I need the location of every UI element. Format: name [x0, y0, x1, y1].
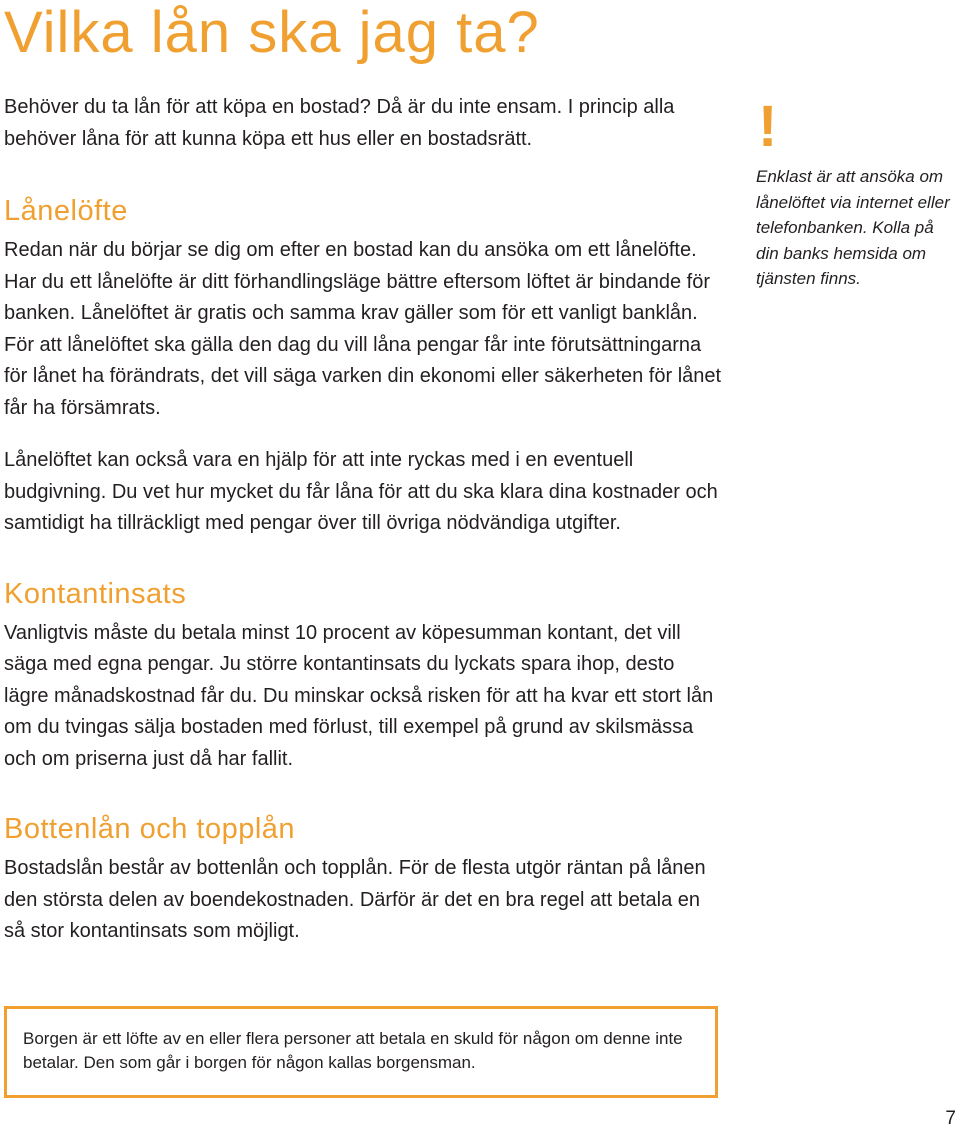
main-content — [4, 92, 724, 948]
heading-bottenlan-topplan: Bottenlån och topplån — [4, 813, 296, 845]
lanelofte-paragraph-2: Lånelöftet kan också vara en hjälp för att inte ryckas med i en eventuell budgivning. Du vet hur mycket du får låna för att du ska klara dina kostnader och samtidigt ha tillräckligt med pengar över till övriga nödvändiga utgifter. — [4, 449, 718, 534]
sidebar-tip — [756, 96, 960, 292]
page-title: Vilka lån ska jag ta? — [4, 0, 540, 65]
heading-kontantinsats: Kontantinsats — [4, 577, 187, 610]
page-number: 7 — [945, 1108, 956, 1129]
sidebar-tip-text: Enklast är att ansöka om lånelöftet via internet eller telefonbanken. Kolla på din banks hemsida om tjänsten finns. — [756, 167, 950, 288]
kontantinsats-paragraph: Vanligtvis måste du betala minst 10 procent av köpesumman kontant, det vill säga med egna pengar. Ju större kontantinsats du lyckats spara ihop, desto lägre månadskostnad får du. Du minskar också risken för att ha kvar ett stort lån om du tvingas sälja bostaden med förlust, till exempel på grund av skilsmässa och om priserna just då har fallit. — [4, 621, 714, 770]
lanelofte-paragraph-1: Redan när du börjar se dig om efter en bostad kan du ansöka om ett lånelöfte. Har du ett lånelöfte är ditt förhandlingsläge bättre eftersom löftet är bindande för banken. Lånelöftet är gratis och samma krav gäller som för ett vanligt banklån. För att lånelöftet ska gälla den dag du vill låna pengar får inte förutsättningarna för lånet ha förändrats, det vill säga varken din ekonomi eller säkerheten för lånet får ha försämrats. — [4, 239, 722, 419]
definition-text: Borgen är ett löfte av en eller flera personer att betala en skuld för någon om denne inte betalar. Den som går i borgen för någon kallas borgensman. — [23, 1029, 683, 1072]
heading-lanelofte: Lånelöfte — [4, 195, 128, 227]
intro-paragraph: Behöver du ta lån för att köpa en bostad? Då är du inte ensam. I princip alla behöver låna för att kunna köpa ett hus eller en bostadsrätt. — [4, 96, 675, 150]
exclamation-icon: ! — [758, 94, 778, 159]
definition-box — [4, 1006, 718, 1098]
bottenlan-paragraph: Bostadslån består av bottenlån och topplån. För de flesta utgör räntan på lånen den största delen av boendekostnaden. Därför är det en bra regel att betala en så stor kontantinsats som möjligt. — [4, 857, 706, 942]
